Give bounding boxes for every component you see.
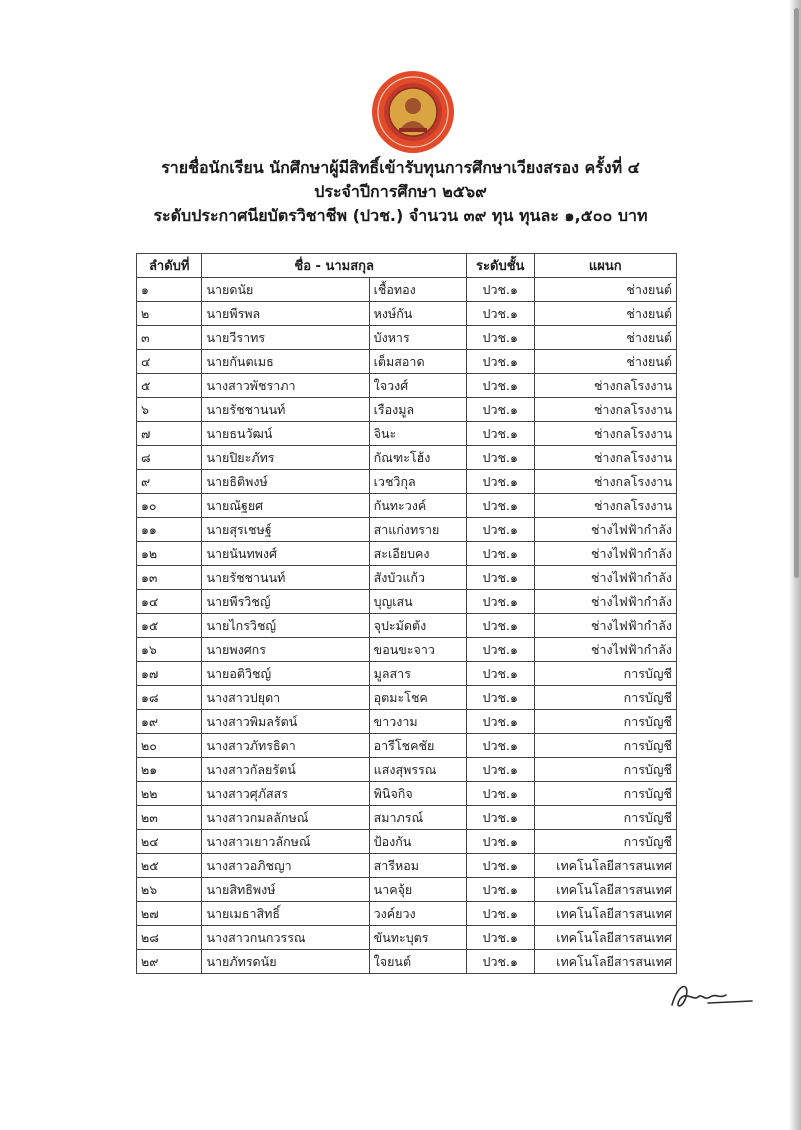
header-no: ลำดับที่ — [137, 254, 202, 278]
table-row — [137, 470, 677, 494]
student-surname: จุปะมัดตัง — [369, 614, 466, 638]
student-department: ช่างกลโรงงาน — [534, 494, 676, 518]
student-department: ช่างกลโรงงาน — [534, 470, 676, 494]
student-surname: ขันทะบุตร — [369, 926, 466, 950]
table-row — [137, 542, 677, 566]
table-row — [137, 662, 677, 686]
table-row — [137, 374, 677, 398]
header-dept: แผนก — [534, 254, 676, 278]
row-number: ๔ — [137, 350, 202, 374]
student-level: ปวช.๑ — [466, 662, 534, 686]
student-level: ปวช.๑ — [466, 878, 534, 902]
student-level: ปวช.๑ — [466, 542, 534, 566]
student-surname: วงค์ยวง — [369, 902, 466, 926]
student-level: ปวช.๑ — [466, 854, 534, 878]
row-number: ๑๓ — [137, 566, 202, 590]
student-surname: พินิจกิจ — [369, 782, 466, 806]
student-department: ช่างยนต์ — [534, 278, 676, 302]
student-surname: กัณฑะโฮ้ง — [369, 446, 466, 470]
table-row — [137, 710, 677, 734]
student-department: เทคโนโลยีสารสนเทศ — [534, 902, 676, 926]
row-number: ๑๒ — [137, 542, 202, 566]
student-surname: บุญเสน — [369, 590, 466, 614]
student-department: การบัญชี — [534, 686, 676, 710]
table-row — [137, 806, 677, 830]
student-first-name: นายกันตเมธ — [202, 350, 369, 374]
student-level: ปวช.๑ — [466, 398, 534, 422]
student-department: การบัญชี — [534, 830, 676, 854]
student-first-name: นางสาวภัทรธิดา — [202, 734, 369, 758]
student-surname: สมาภรณ์ — [369, 806, 466, 830]
student-surname: ใจวงศ์ — [369, 374, 466, 398]
row-number: ๙ — [137, 470, 202, 494]
student-surname: เวชวิกุล — [369, 470, 466, 494]
row-number: ๑๖ — [137, 638, 202, 662]
table-body — [137, 278, 677, 974]
table-row — [137, 278, 677, 302]
row-number: ๕ — [137, 374, 202, 398]
table-header-row — [137, 254, 677, 278]
student-surname: นาคจุ้ย — [369, 878, 466, 902]
student-first-name: นายพีรพล — [202, 302, 369, 326]
header-level: ระดับชั้น — [466, 254, 534, 278]
student-first-name: นายไกรวิชญ์ — [202, 614, 369, 638]
table-row — [137, 614, 677, 638]
student-first-name: นายพีรวิชญ์ — [202, 590, 369, 614]
student-department: การบัญชี — [534, 662, 676, 686]
student-department: เทคโนโลยีสารสนเทศ — [534, 878, 676, 902]
student-level: ปวช.๑ — [466, 926, 534, 950]
student-department: เทคโนโลยีสารสนเทศ — [534, 854, 676, 878]
table-row — [137, 782, 677, 806]
student-first-name: นางสาวปยุดา — [202, 686, 369, 710]
student-first-name: นายสุรเชษฐ์ — [202, 518, 369, 542]
student-level: ปวช.๑ — [466, 950, 534, 974]
student-department: ช่างไฟฟ้ากำลัง — [534, 566, 676, 590]
student-department: ช่างกลโรงงาน — [534, 398, 676, 422]
student-surname: ขอนขะจาว — [369, 638, 466, 662]
student-level: ปวช.๑ — [466, 278, 534, 302]
student-first-name: นางสาวกัลยรัตน์ — [202, 758, 369, 782]
student-first-name: นายเมธาสิทธิ์ — [202, 902, 369, 926]
student-surname: สาแก่งทราย — [369, 518, 466, 542]
row-number: ๑๔ — [137, 590, 202, 614]
row-number: ๒๘ — [137, 926, 202, 950]
student-department: ช่างไฟฟ้ากำลัง — [534, 542, 676, 566]
heading-line-2: ประจำปีการศึกษา ๒๕๖๙ — [314, 182, 487, 201]
student-level: ปวช.๑ — [466, 494, 534, 518]
student-level: ปวช.๑ — [466, 902, 534, 926]
student-surname: มูลสาร — [369, 662, 466, 686]
row-number: ๒๒ — [137, 782, 202, 806]
student-department: ช่างไฟฟ้ากำลัง — [534, 614, 676, 638]
student-department: ช่างไฟฟ้ากำลัง — [534, 518, 676, 542]
row-number: ๑ — [137, 278, 202, 302]
student-department: ช่างกลโรงงาน — [534, 374, 676, 398]
student-surname: เชื้อทอง — [369, 278, 466, 302]
table-row — [137, 854, 677, 878]
row-number: ๒๑ — [137, 758, 202, 782]
student-first-name: นางสาวเยาวลักษณ์ — [202, 830, 369, 854]
student-level: ปวช.๑ — [466, 758, 534, 782]
student-first-name: นายนันทพงศ์ — [202, 542, 369, 566]
student-first-name: นายพงศกร — [202, 638, 369, 662]
student-level: ปวช.๑ — [466, 374, 534, 398]
table-row — [137, 638, 677, 662]
student-level: ปวช.๑ — [466, 590, 534, 614]
student-first-name: นายธิติพงษ์ — [202, 470, 369, 494]
table-row — [137, 686, 677, 710]
student-department: ช่างยนต์ — [534, 350, 676, 374]
student-surname: อารีโชคชัย — [369, 734, 466, 758]
table-row — [137, 494, 677, 518]
student-level: ปวช.๑ — [466, 710, 534, 734]
row-number: ๒ — [137, 302, 202, 326]
row-number: ๑๑ — [137, 518, 202, 542]
student-surname: จินะ — [369, 422, 466, 446]
row-number: ๒๗ — [137, 902, 202, 926]
student-first-name: นายรัชชานนท์ — [202, 566, 369, 590]
table-row — [137, 950, 677, 974]
student-level: ปวช.๑ — [466, 422, 534, 446]
student-department: ช่างไฟฟ้ากำลัง — [534, 590, 676, 614]
scholarship-recipients-table — [136, 253, 677, 974]
row-number: ๒๔ — [137, 830, 202, 854]
student-surname: อุตมะโชค — [369, 686, 466, 710]
student-first-name: นายปิยะภัทร — [202, 446, 369, 470]
table-row — [137, 398, 677, 422]
student-level: ปวช.๑ — [466, 566, 534, 590]
student-department: ช่างกลโรงงาน — [534, 446, 676, 470]
student-first-name: นายรัชชานนท์ — [202, 398, 369, 422]
student-level: ปวช.๑ — [466, 614, 534, 638]
table-row — [137, 518, 677, 542]
student-first-name: นายภัทรดนัย — [202, 950, 369, 974]
table-row — [137, 446, 677, 470]
student-first-name: นายดนัย — [202, 278, 369, 302]
student-department: การบัญชี — [534, 758, 676, 782]
table-row — [137, 422, 677, 446]
student-level: ปวช.๑ — [466, 302, 534, 326]
heading-line-1: รายชื่อนักเรียน นักศึกษาผู้มีสิทธิ์เข้ารับทุนการศึกษาเวียงสรอง ครั้งที่ ๔ — [161, 158, 640, 177]
handwritten-signature — [668, 975, 754, 1015]
row-number: ๘ — [137, 446, 202, 470]
heading-line-3: ระดับประกาศนียบัตรวิชาชีพ (ปวช.) จำนวน ๓๙ ทุน ทุนละ ๑,๕๐๐ บาท — [153, 206, 648, 225]
student-department: การบัญชี — [534, 734, 676, 758]
student-first-name: นางสาวอภิชญา — [202, 854, 369, 878]
student-surname: แสงสุพรรณ — [369, 758, 466, 782]
student-first-name: นางสาวกมลลักษณ์ — [202, 806, 369, 830]
student-level: ปวช.๑ — [466, 326, 534, 350]
student-surname: สารีหอม — [369, 854, 466, 878]
student-surname: กันทะวงค์ — [369, 494, 466, 518]
student-department: เทคโนโลยีสารสนเทศ — [534, 950, 676, 974]
row-number: ๒๐ — [137, 734, 202, 758]
student-department: ช่างไฟฟ้ากำลัง — [534, 638, 676, 662]
student-first-name: นายสิทธิพงษ์ — [202, 878, 369, 902]
student-level: ปวช.๑ — [466, 734, 534, 758]
row-number: ๑๗ — [137, 662, 202, 686]
student-surname: เต็มสอาด — [369, 350, 466, 374]
row-number: ๑๙ — [137, 710, 202, 734]
row-number: ๑๕ — [137, 614, 202, 638]
row-number: ๒๕ — [137, 854, 202, 878]
student-first-name: นายอติวิชญ์ — [202, 662, 369, 686]
student-department: การบัญชี — [534, 782, 676, 806]
row-number: ๖ — [137, 398, 202, 422]
college-seal-logo — [371, 70, 455, 154]
table-row — [137, 734, 677, 758]
row-number: ๒๖ — [137, 878, 202, 902]
student-department: การบัญชี — [534, 806, 676, 830]
student-department: ช่างยนต์ — [534, 326, 676, 350]
student-surname: สะเอียบคง — [369, 542, 466, 566]
table-row — [137, 902, 677, 926]
table-row — [137, 590, 677, 614]
student-department: การบัญชี — [534, 710, 676, 734]
student-department: เทคโนโลยีสารสนเทศ — [534, 926, 676, 950]
table-row — [137, 878, 677, 902]
student-department: ช่างยนต์ — [534, 302, 676, 326]
student-level: ปวช.๑ — [466, 350, 534, 374]
student-first-name: นายธนวัฒน์ — [202, 422, 369, 446]
row-number: ๓ — [137, 326, 202, 350]
student-first-name: นางสาวพัชราภา — [202, 374, 369, 398]
student-level: ปวช.๑ — [466, 446, 534, 470]
row-number: ๒๙ — [137, 950, 202, 974]
student-level: ปวช.๑ — [466, 686, 534, 710]
scrollbar-thumb[interactable] — [794, 8, 799, 578]
student-level: ปวช.๑ — [466, 830, 534, 854]
table-row — [137, 566, 677, 590]
table-row — [137, 830, 677, 854]
student-surname: บังหาร — [369, 326, 466, 350]
student-level: ปวช.๑ — [466, 782, 534, 806]
table-row — [137, 758, 677, 782]
document-heading — [0, 156, 801, 228]
student-level: ปวช.๑ — [466, 806, 534, 830]
student-department: ช่างกลโรงงาน — [534, 422, 676, 446]
student-first-name: นางสาวศุภัสสร — [202, 782, 369, 806]
student-surname: ขาวงาม — [369, 710, 466, 734]
student-level: ปวช.๑ — [466, 518, 534, 542]
row-number: ๗ — [137, 422, 202, 446]
student-surname: ป้องกัน — [369, 830, 466, 854]
student-surname: หงษ์กัน — [369, 302, 466, 326]
student-first-name: นายวีราทร — [202, 326, 369, 350]
header-name: ชื่อ - นามสกุล — [202, 254, 466, 278]
student-surname: เรืองมูล — [369, 398, 466, 422]
student-first-name: นางสาวพิมลรัตน์ — [202, 710, 369, 734]
table-row — [137, 302, 677, 326]
row-number: ๒๓ — [137, 806, 202, 830]
row-number: ๑๘ — [137, 686, 202, 710]
table-row — [137, 350, 677, 374]
student-level: ปวช.๑ — [466, 470, 534, 494]
row-number: ๑๐ — [137, 494, 202, 518]
table-row — [137, 326, 677, 350]
table-row — [137, 926, 677, 950]
student-level: ปวช.๑ — [466, 638, 534, 662]
student-surname: ใจยนต์ — [369, 950, 466, 974]
student-first-name: นายณัฐยศ — [202, 494, 369, 518]
student-surname: สังบัวแก้ว — [369, 566, 466, 590]
student-first-name: นางสาวกนกวรรณ — [202, 926, 369, 950]
